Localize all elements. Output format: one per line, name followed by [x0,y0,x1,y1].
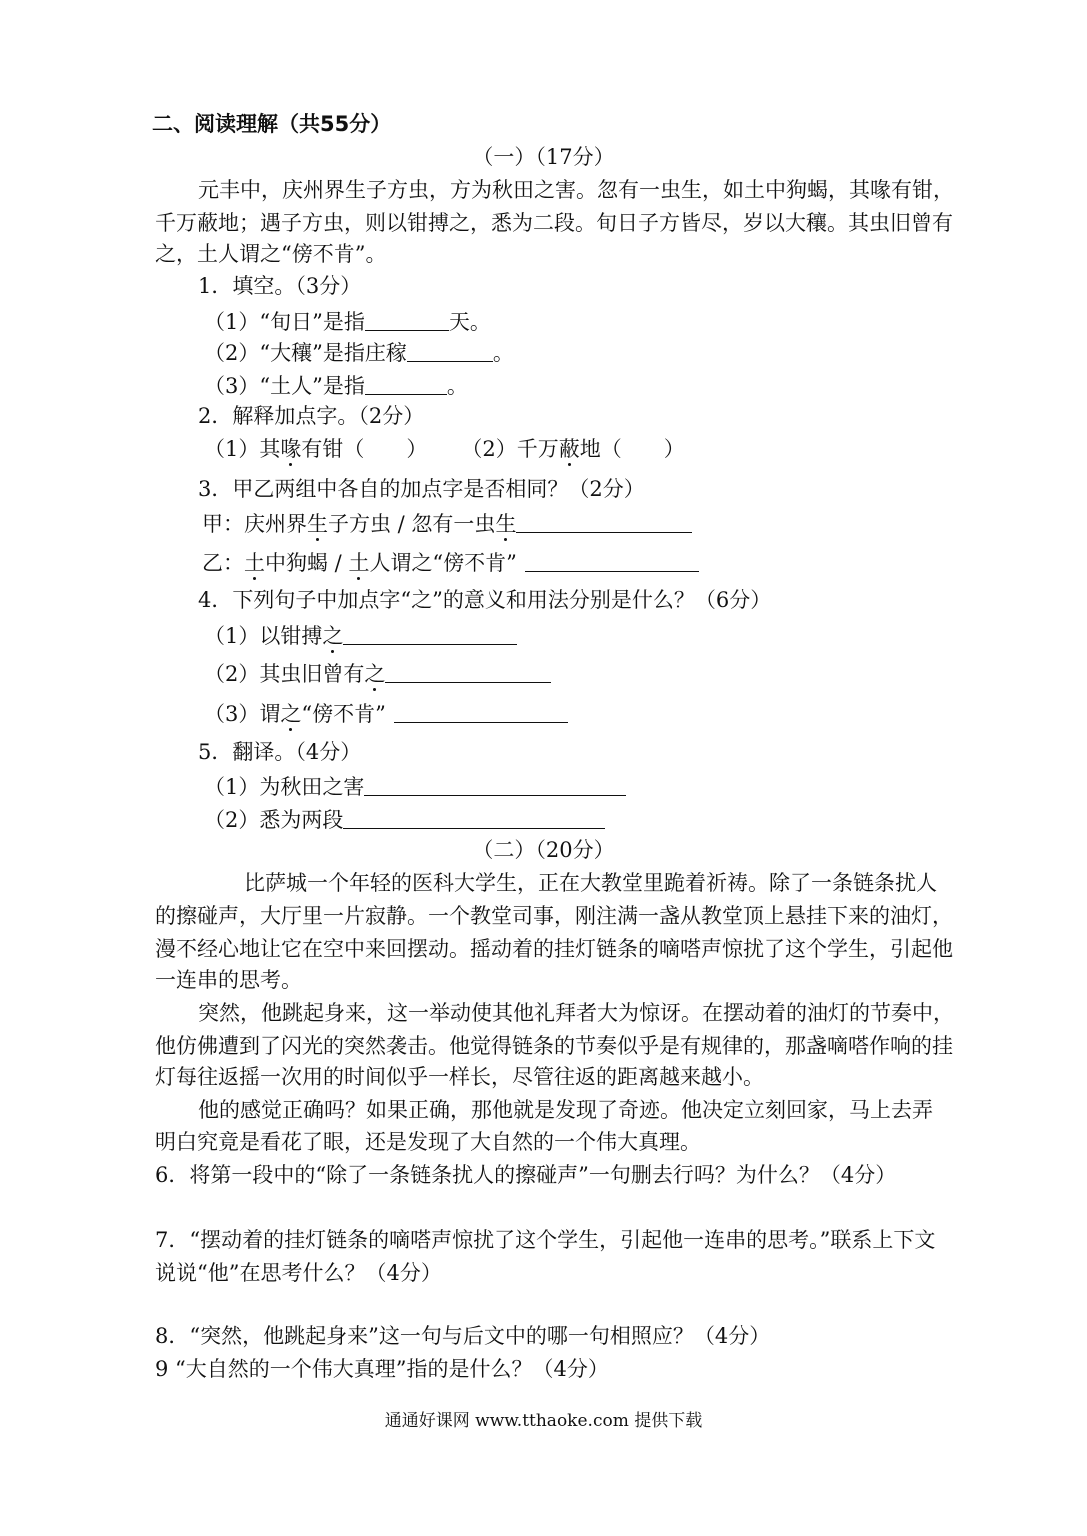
q4-item2 [204,662,551,685]
answer-blank[interactable] [365,374,447,395]
q5-title: 5．翻译。（4分） [198,740,362,764]
answer-blank[interactable] [343,808,605,829]
passage2-p3-line1: 他的感觉正确吗？如果正确，那他就是发现了奇迹。他决定立刻回家，马上去弄 [198,1098,933,1122]
dotted-char: 生 [307,512,328,536]
dotted-char: 之 [364,662,386,686]
q2-b-pre: （2）千万 [461,437,559,461]
q1-item1 [204,310,491,333]
q3-yi-pre: 乙： [202,551,244,575]
q1-item2-text: （2）“大穰”是指庄稼 [204,341,407,365]
q9: 9 “大自然的一个伟大真理”指的是什么？（4分） [155,1357,609,1381]
q1-item1-suffix: 天。 [448,310,491,334]
dotted-char: 蔽 [558,437,580,461]
q2-a-pre: （1）其 [204,437,281,461]
q2-b-post: 地（ ） [579,437,685,461]
q3-jia [202,512,692,535]
section-title: 二、阅读理解（共55分） [152,112,392,136]
q4-b-pre: （2）其虫旧曾有 [204,662,365,686]
dotted-char: 土 [348,551,370,575]
q4-item1 [204,624,517,647]
q2-items [204,439,685,460]
answer-blank[interactable] [394,702,568,723]
q3-yi-post: 人谓之“傍不肯” [369,551,517,575]
part2-header: （二）（20分） [472,838,615,862]
answer-blank[interactable] [407,341,493,362]
passage2-p2-line1: 突然，他跳起身来，这一举动使其他礼拜者大为惊讶。在摆动着的油灯的节奏中， [198,1001,954,1025]
answer-blank[interactable] [516,512,692,533]
q6: 6．将第一段中的“除了一条链条扰人的擦碰声”一句删去行吗？为什么？（4分） [155,1163,897,1187]
passage1-line1: 元丰中，庆州界生子方虫，方为秋田之害。忽有一虫生，如土中狗蝎，其喙有钳， [198,178,954,202]
q1-item3-suffix: 。 [446,374,468,398]
q4-a-pre: （1）以钳搏 [204,624,323,648]
passage1-line2: 千万蔽地；遇子方虫，则以钳搏之，悉为二段。旬日子方皆尽，岁以大穰。其虫旧曾有 [155,211,953,235]
passage2-p2-line2: 他仿佛遭到了闪光的突然袭击。他觉得链条的节奏似乎是有规律的，那盏嘀嗒作响的挂 [155,1034,953,1058]
passage2-p3-line2: 明白究竟是看花了眼，还是发现了大自然的一个伟大真理。 [155,1130,701,1154]
dotted-char: 之 [322,624,344,648]
q7-line1: 7．“摆动着的挂灯链条的嘀嗒声惊扰了这个学生，引起他一连串的思考。”联系上下文 [155,1228,936,1252]
q5-b-text: （2）悉为两段 [204,808,344,832]
q5-a-text: （1）为秋田之害 [204,775,365,799]
q1-item2 [204,341,514,364]
passage2-p1-line3: 漫不经心地让它在空中来回摆动。摇动着的挂灯链条的嘀嗒声惊扰了这个学生，引起他 [155,937,953,961]
passage2-p1-line1: 比萨城一个年轻的医科大学生，正在大教堂里跪着祈祷。除了一条链条扰人 [244,871,937,895]
dotted-char: 之 [280,702,302,726]
q3-jia-mid: 子方虫 / 忽有一虫 [328,512,496,536]
q3-title: 3．甲乙两组中各自的加点字是否相同？（2分） [198,477,645,501]
q1-item1-text: （1）“旬日”是指 [204,310,365,334]
q5-item2 [204,808,605,831]
q4-c-post: “傍不肯” [301,702,386,726]
passage2-p1-line2: 的擦碰声，大厅里一片寂静。一个教堂司事，刚注满一盏从教堂顶上悬挂下来的油灯， [155,904,953,928]
q1-item3 [204,374,468,397]
answer-blank[interactable] [343,624,517,645]
q3-yi-mid: 中狗蝎 / [265,551,349,575]
q4-item3 [204,702,568,725]
page-footer: 通通好课网 www.tthaoke.com 提供下载 [384,1411,703,1431]
q7-line2: 说说“他”在思考什么？（4分） [155,1261,442,1285]
passage2-p1-line4: 一连串的思考。 [155,968,302,992]
q8: 8．“突然，他跳起身来”这一句与后文中的哪一句相照应？（4分） [155,1324,771,1348]
answer-blank[interactable] [385,662,551,683]
q3-jia-pre: 甲：庆州界 [202,512,307,536]
answer-blank[interactable] [525,551,699,572]
dotted-char: 喙 [280,437,302,461]
answer-blank[interactable] [365,310,449,331]
q5-item1 [204,775,626,798]
part1-header: （一）（17分） [472,145,615,169]
dotted-char: 生 [495,512,517,536]
q1-title: 1．填空。（3分） [198,274,362,298]
q4-title: 4．下列句子中加点字“之”的意义和用法分别是什么？（6分） [198,588,772,612]
passage1-line3: 之，土人谓之“傍不肯”。 [155,242,387,266]
q1-item2-suffix: 。 [492,341,514,365]
answer-blank[interactable] [364,775,626,796]
q2-a-post: 有钳（ ） [301,437,428,461]
q4-c-pre: （3）谓 [204,702,281,726]
q2-title: 2．解释加点字。（2分） [198,404,425,428]
dotted-char: 土 [244,551,265,575]
q1-item3-text: （3）“土人”是指 [204,374,365,398]
q3-yi [202,551,699,574]
passage2-p2-line3: 灯每往返摇一次用的时间似乎一样长，尽管往返的距离越来越小。 [155,1065,764,1089]
